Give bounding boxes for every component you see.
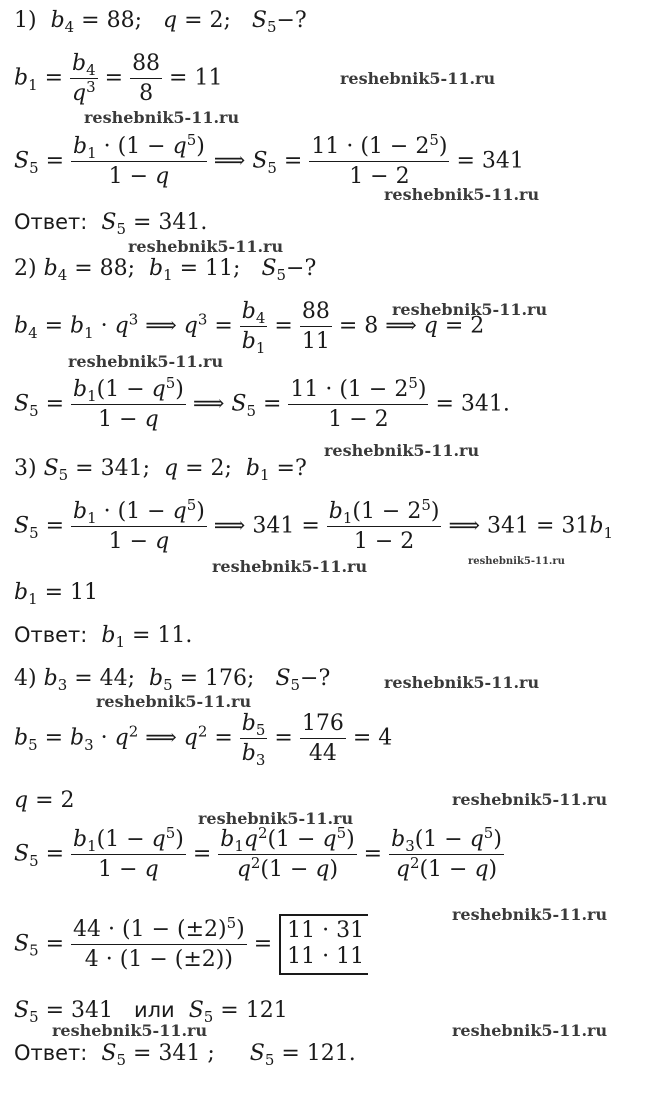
watermark: reshebnik5-11.ru [198,809,354,828]
problem-3-b1-value: 11 [70,580,99,605]
problem-2-sum-formula: $S_5$ = $\frac{b_1(1 - q^5)}{1 - q}$ ⟹ $S_5$ = $\frac{11 \cdot (1 - 2^5)}{1 - 2}$ = 341. [14,373,510,433]
problem-3-b1-result: $b_1 = 11$ [14,580,99,609]
watermark: reshebnik5-11.ru [212,557,368,576]
problem-4-q-value: 2 [60,788,75,813]
answer-value-1: 341 ; [158,1041,215,1066]
watermark: reshebnik5-11.ru [384,673,540,692]
problem-3-equation: $S_5$ = $\frac{b_1 \cdot (1 - q^5)}{1 - q}$ ⟹ 341 = $\frac{b_1(1 - 2^5)}{1 - 2}$ ⟹ $341 = 31b_1$ [14,495,614,555]
answer-label: Ответ: [14,623,88,647]
problem-3-statement: 3) $S_5 = 341$; q = 2; $b_1$ =? [14,456,307,485]
problem-1-statement: 1) $b_4 = 88$; q = 2; $S_5-$? [14,8,307,37]
watermark: reshebnik5-11.ru [452,790,608,809]
problem-4-statement: 4) $b_3 = 44$; $b_5 = 176$; $S_5-$? [14,666,331,695]
answer-value-2: 121. [306,1041,356,1066]
watermark: reshebnik5-11.ru [392,300,548,319]
problem-4-sum-cases: $S_5$ = $\frac{44 \cdot (1 - (\pm 2)^5)}{4 \cdot (1 - (\pm 2))}$ = 11 · 31 11 · 11 [14,914,368,975]
watermark: reshebnik5-11.ru [96,692,252,711]
problem-1-b1-equation: $b_1$ = $\frac{b_4}{q^3}$ = $\frac{88}{8}$ = 11 [14,51,223,107]
problem-4-q-result: q = 2 [14,788,75,813]
problem-1-answer: Ответ: $S_5 = 341$. [14,210,208,239]
watermark: reshebnik5-11.ru [68,352,224,371]
watermark: reshebnik5-11.ru [324,441,480,460]
problem-2-statement: 2) $b_4 = 88$; $b_1 = 11$; $S_5-$? [14,256,317,285]
answer-label: Ответ: [14,1041,88,1065]
answer-value: 341. [158,210,208,235]
problem-2-number: 2) [14,256,37,281]
or-word: или [133,998,175,1022]
problem-3-answer: Ответ: $b_1 = 11$. [14,623,193,652]
problem-4-answer: Ответ: $S_5 = 341$ ; $S_5 = 121$. [14,1041,356,1070]
problem-4-sum-formula: $S_5$ = $\frac{b_1(1 - q^5)}{1 - q}$ = $\frac{b_1q^2(1 - q^5)}{q^2(1 - q)}$ = $\frac{b_3(1 - q^5)}{q^2(1 - q)}$ [14,823,502,883]
problem-1-sum-formula: $S_5$ = $\frac{b_1 \cdot (1 - q^5)}{1 - q}$ ⟹ $S_5$ = $\frac{11 \cdot (1 - 2^5)}{1 - 2}$ = 341 [14,130,524,190]
problem-4-number: 4) [14,666,37,691]
watermark: reshebnik5-11.ru [452,1021,608,1040]
watermark: reshebnik5-11.ru [128,237,284,256]
watermark: reshebnik5-11.ru [84,108,240,127]
watermark: reshebnik5-11.ru [340,69,496,88]
answer-value: 11. [157,623,193,648]
answer-label: Ответ: [14,210,88,234]
problem-2-q-equation: $b_4 = b_1 \cdot q^3$ ⟹ $q^3$ = $\frac{b_4}{b_1}$ = $\frac{88}{11}$ = 8 ⟹ q = 2 [14,299,485,358]
watermark: reshebnik5-11.ru [52,1021,208,1040]
watermark: reshebnik5-11.ru [384,185,540,204]
problem-4-q-equation: $b_5 = b_3 \cdot q^2$ ⟹ $q^2$ = $\frac{b_5}{b_3}$ = $\frac{176}{44}$ = 4 [14,711,393,770]
watermark: reshebnik5-11.ru [452,905,608,924]
problem-1-number: 1) [14,8,37,33]
problem-4-results: $S_5 = 341$ или $S_5 = 121$ [14,998,288,1027]
problem-3-number: 3) [14,456,37,481]
problem-2-result: 341. [460,391,510,417]
watermark: reshebnik5-11.ru [468,556,565,567]
